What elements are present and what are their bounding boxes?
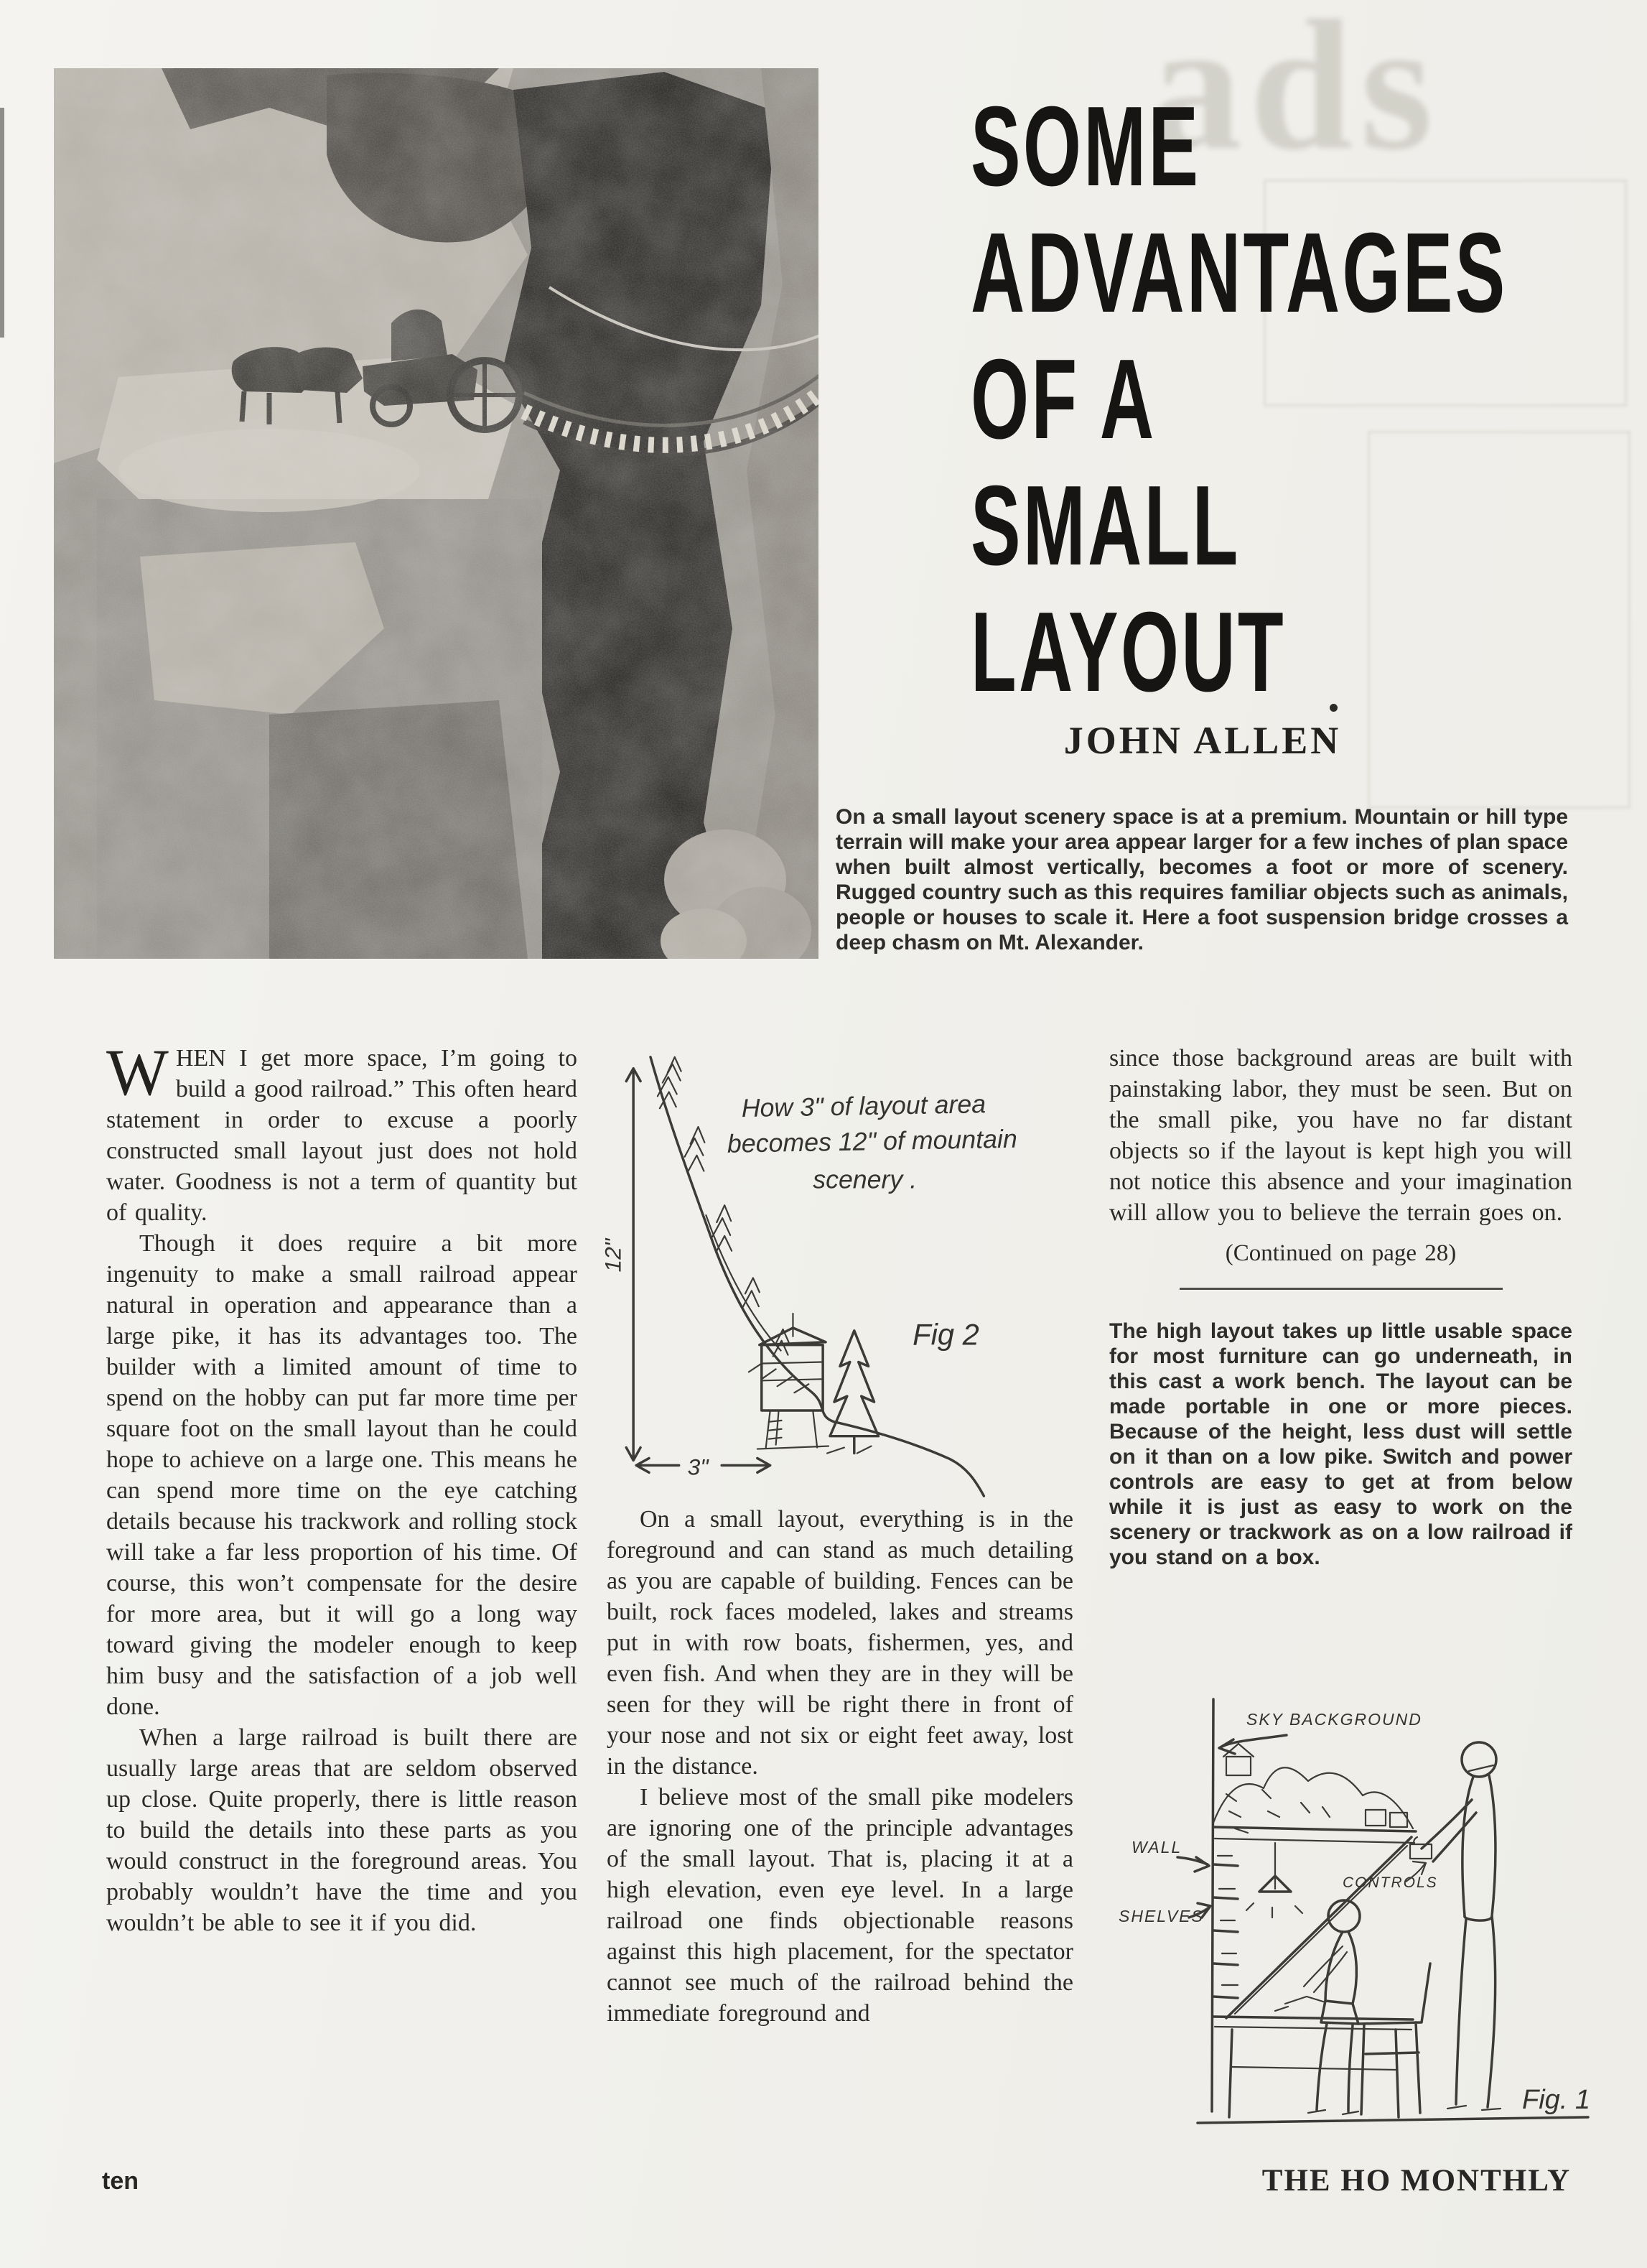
article-title [971,83,1617,715]
title-line: LAYOUT [971,589,1286,715]
title-line: ADVANTAGES [971,210,1508,336]
fig2-pine-tree [827,1331,878,1454]
figure-1 [1106,1679,1608,2162]
continued-notice: (Continued on page 28) [1225,1240,1457,1266]
chasm-photo [54,68,818,959]
figure-1-sketch [1106,1679,1608,2162]
fig1-label-wall: WALL [1132,1838,1182,1856]
fig2-caption-line: becomes 12" of mountain [727,1124,1018,1158]
section-divider [1180,1288,1503,1290]
fig2-caption-line: How 3" of layout area [741,1089,986,1123]
fig1-label-controls: CONTROLS [1343,1874,1438,1891]
fig2-vertical-dim: 12" [599,1238,626,1273]
fig2-label: Fig 2 [913,1317,979,1352]
title-line: SOME [971,83,1201,210]
title-line: OF A [971,336,1157,463]
paragraph [106,1036,577,1228]
fig1-label-shelves: SHELVES [1119,1907,1204,1925]
paragraph: Though it does require a bit more ingenuity to make a small railroad appear natural in operation and appearance than a large pike, it has its advantages too. The builder with a limited amount of time to spend on the hobby can put far more time per square foot on the small layout than he could hope to achieve on a large one. This means he can spend more time on the eye catching details because his trackwork and rolling stock will take a far less proportion of his time. Of course, this won’t compensate for the desire for more area, but it will go a long way toward giving the modeler enough to keep him busy and the satisfaction of a job well done. [106,1230,577,1720]
paragraph-text: HEN I get more space, I’m going to build a good railroad.” This often heard statement in order to excuse a poorly constructed small layout just does not hold water. Goodness is not a term of quantity but of quality. [106,1045,577,1226]
paragraph: On a small layout, everything is in the foreground and can stand as much detailing as you are capable of building. Fences can be built, rock faces modeled, lakes and streams put in with row boats, fishermen, yes, and even fish. And when they are in they will be seen for they will be right there in front of your nose and not six or eight feet away, lost in the distance. [607,1506,1073,1780]
fig1-label-sky: SKY BACKGROUND [1246,1710,1422,1729]
figure-1-caption: The high layout takes up little usable space for most furniture can go underneath, in this cast a work bench. The layout can be made portable in one or more pieces. Because of the height, less dust will settle on it than on a low pike. Switch and power controls are easy to get at from below while it is just as easy to work on the scenery or trackwork as on a low railroad if you stand on a box. [1109,1319,1572,1569]
figure-2-sketch [597,1037,1071,1500]
bleed-through-text: ads [1149,0,1440,189]
paragraph: I believe most of the small pike modelers are ignoring one of the principle advantages of the small layout. That is, placing it at a high elevation, even eye level. In a large railroad one finds objectionable reasons against this high placement, for the spectator cannot see much of the railroad behind the immediate foreground and [607,1784,1073,2027]
fig2-caption-line: scenery . [813,1165,918,1194]
ink-speck [1330,704,1338,712]
page-number: ten [102,2167,139,2195]
journal-name: THE HO MONTHLY [1261,2164,1571,2198]
figure-2 [597,1037,1071,1500]
fig2-tank-structure [757,1314,829,1449]
fig2-horizontal-dim: 3" [687,1454,709,1480]
byline: JOHN ALLEN [1063,719,1342,762]
body-column-1 [106,1036,577,1938]
scan-edge-artifact [0,108,4,338]
fig1-standing-man [1422,1742,1501,2110]
title-line: SMALL [971,463,1241,589]
paragraph: When a large railroad is built there are usually large areas that are seldom observed up close. Quite properly, there is little reason to build the details into these parts as you would construct in the foreground areas. You probably wouldn’t have the time and you wouldn’t be able to see it if you did. [106,1724,577,1936]
chasm-photo-illustration [54,68,818,959]
drop-cap: W [106,1036,169,1109]
body-column-3 [1109,1043,1572,1570]
paragraph: since those background areas are built with painstaking labor, they must be seen. But on the small pike, you have no far distant objects so if the layout is kept high you will not notice this absence and your imagination will allow you to believe the terrain goes on. [1109,1045,1572,1226]
fig1-label: Fig. 1 [1522,2085,1591,2115]
fig1-house [1223,1744,1254,1775]
photo-caption: On a small layout scenery space is at a premium. Mountain or hill type terrain will make your area appear larger for a few inches of plan space when built almost vertically, becomes a foot or more of scenery. Rugged country such as this requires familiar objects such as animals, people or houses to scale it. Here a foot suspension bridge crosses a deep chasm on Mt. Alexander. [836,805,1568,954]
body-column-2 [607,1504,1073,2029]
